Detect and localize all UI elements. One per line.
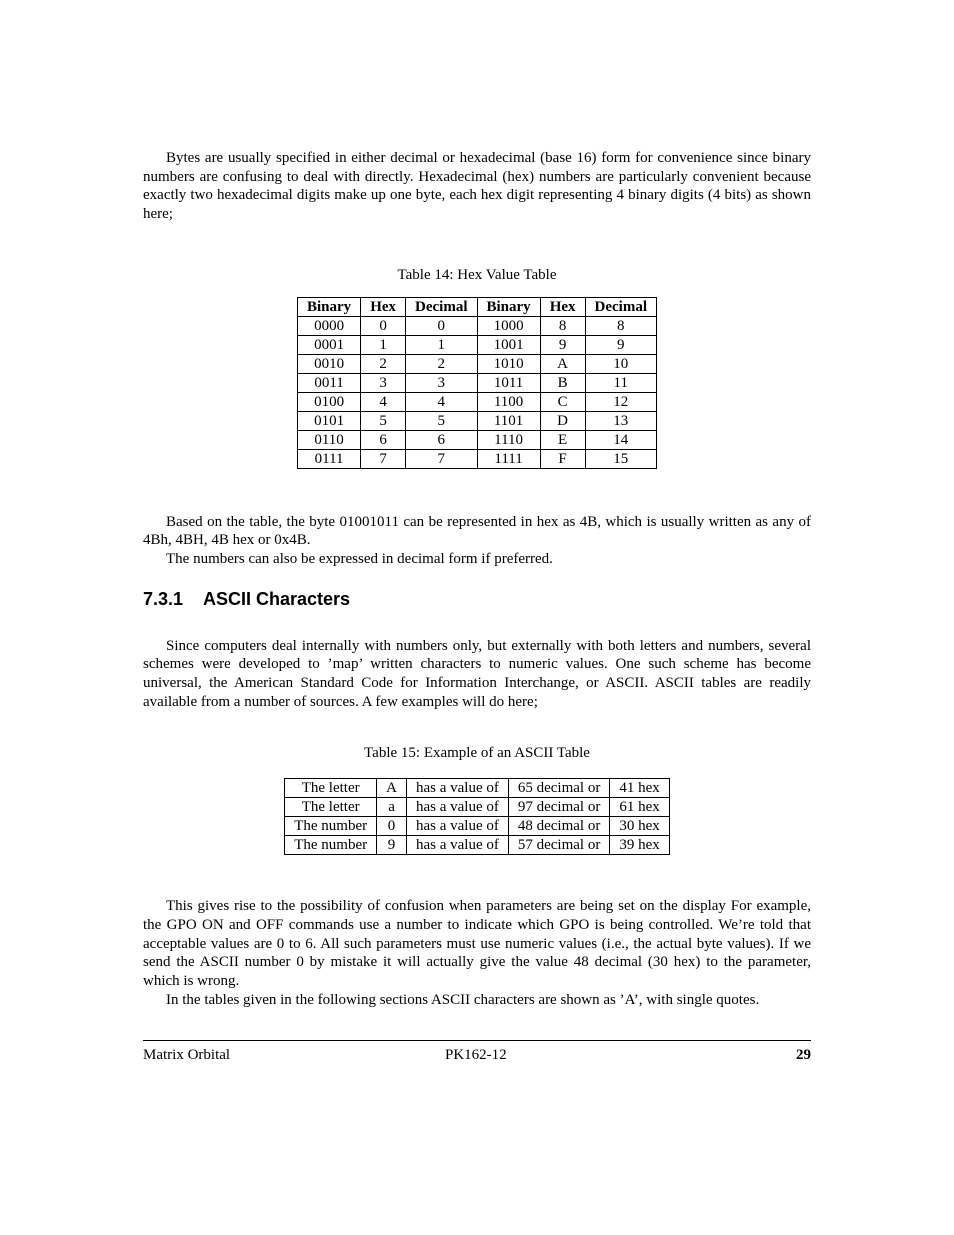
section-title: ASCII Characters xyxy=(203,588,351,609)
table-header-cell: Decimal xyxy=(585,297,656,316)
confusion-paragraph: This gives rise to the possibility of confusion when parameters are being set on the display For example, the GPO ON and OFF commands use a number to indicate which GPO is being controlled. We’re told that acceptable values are 0 to 6. All such parameters must use numeric values (i.e., the actual byte values). If we send the ASCII number 0 by mistake it will actually give the value 48 decimal (30 hex) to the parameter, which is wrong. xyxy=(143,898,811,989)
table-header-cell: Hex xyxy=(540,297,585,316)
table-cell: 3 xyxy=(406,373,477,392)
table-cell: The letter xyxy=(285,779,377,798)
quotes-paragraph: In the tables given in the following sections ASCII characters are shown as ’A’, with single quotes. xyxy=(166,991,760,1008)
table-row xyxy=(298,411,657,430)
table-cell: 1000 xyxy=(477,316,540,335)
table-cell: 1011 xyxy=(477,373,540,392)
table-cell: 1100 xyxy=(477,392,540,411)
page-content xyxy=(143,149,811,1009)
table-cell: 13 xyxy=(585,411,656,430)
table-cell: 12 xyxy=(585,392,656,411)
table-cell: 8 xyxy=(540,316,585,335)
table-cell: The number xyxy=(285,817,377,836)
table-row xyxy=(298,316,657,335)
table-cell: 0000 xyxy=(298,316,361,335)
table-cell: 6 xyxy=(361,430,406,449)
section-heading xyxy=(143,588,811,610)
table-cell: D xyxy=(540,411,585,430)
table-cell: 9 xyxy=(540,335,585,354)
table-14-caption: Table 14: Hex Value Table xyxy=(397,266,557,283)
table-header-cell: Binary xyxy=(298,297,361,316)
intro-paragraph: Bytes are usually specified in either decimal or hexadecimal (base 16) form for convenience since binary numbers are confusing to deal with directly. Hexadecimal (hex) numbers are particularly convenient because exactly two hexadecimal digits make up one byte, each hex digit representing 4 binary digits (4 bits) as shown here; xyxy=(143,150,811,223)
table-row xyxy=(298,430,657,449)
table-cell: 0111 xyxy=(298,449,361,468)
based-on-table-paragraph: Based on the table, the byte 01001011 can be represented in hex as 4B, which is usually written as any of 4Bh, 4BH, 4B hex or 0x4B. xyxy=(143,513,811,549)
table-header-cell: Hex xyxy=(361,297,406,316)
table-cell: 0001 xyxy=(298,335,361,354)
table-cell: 0100 xyxy=(298,392,361,411)
table-cell: 0 xyxy=(406,316,477,335)
table-cell: 5 xyxy=(361,411,406,430)
table-cell: 1 xyxy=(361,335,406,354)
table-cell: has a value of xyxy=(406,817,508,836)
table-header-cell: Binary xyxy=(477,297,540,316)
table-cell: 7 xyxy=(406,449,477,468)
table-cell: 30 hex xyxy=(610,817,669,836)
table-cell: 6 xyxy=(406,430,477,449)
footer-product: PK162-12 xyxy=(445,1047,507,1063)
table-row xyxy=(285,836,670,855)
table-cell: 1001 xyxy=(477,335,540,354)
table-cell: 61 hex xyxy=(610,798,669,817)
table-row xyxy=(298,373,657,392)
table-cell: 0 xyxy=(361,316,406,335)
table-cell: 0110 xyxy=(298,430,361,449)
table-cell: 15 xyxy=(585,449,656,468)
decimal-form-paragraph: The numbers can also be expressed in decimal form if preferred. xyxy=(166,550,553,567)
table-cell: 9 xyxy=(377,836,407,855)
table-cell: 11 xyxy=(585,373,656,392)
table-cell: has a value of xyxy=(406,779,508,798)
table-cell: 1 xyxy=(406,335,477,354)
table-cell: B xyxy=(540,373,585,392)
table-cell: 0101 xyxy=(298,411,361,430)
table-cell: 2 xyxy=(361,354,406,373)
table-cell: 1010 xyxy=(477,354,540,373)
table-cell: 1111 xyxy=(477,449,540,468)
table-cell: 5 xyxy=(406,411,477,430)
footer-company: Matrix Orbital xyxy=(143,1047,231,1063)
hex-value-table xyxy=(297,297,657,469)
table-cell: A xyxy=(540,354,585,373)
section-number: 7.3.1 xyxy=(143,588,184,609)
table-cell: 3 xyxy=(361,373,406,392)
table-cell: 48 decimal or xyxy=(508,817,609,836)
page-number: 29 xyxy=(796,1047,811,1063)
table-cell: 0010 xyxy=(298,354,361,373)
ascii-intro-paragraph: Since computers deal internally with numbers only, but externally with both letters and numbers, several schemes were developed to ’map’ written characters to numeric values. One such scheme has become universal, the American Standard Code for Information Interchange, or ASCII. ASCII tables are readily available from a number of sources. A few examples will do here; xyxy=(143,637,811,710)
table-cell: has a value of xyxy=(406,798,508,817)
table-cell: 0011 xyxy=(298,373,361,392)
table-15-caption: Table 15: Example of an ASCII Table xyxy=(364,745,590,762)
table-cell: A xyxy=(377,779,407,798)
table-cell: 7 xyxy=(361,449,406,468)
table-cell: 97 decimal or xyxy=(508,798,609,817)
table-cell: 9 xyxy=(585,335,656,354)
table-row xyxy=(285,779,670,798)
table-cell: 39 hex xyxy=(610,836,669,855)
table-header-row xyxy=(298,297,657,316)
table-cell: The number xyxy=(285,836,377,855)
table-cell: 1110 xyxy=(477,430,540,449)
table-cell: 2 xyxy=(406,354,477,373)
table-cell: 14 xyxy=(585,430,656,449)
table-cell: The letter xyxy=(285,798,377,817)
table-cell: 65 decimal or xyxy=(508,779,609,798)
table-row xyxy=(285,798,670,817)
table-cell: 4 xyxy=(406,392,477,411)
table-cell: 1101 xyxy=(477,411,540,430)
table-row xyxy=(285,817,670,836)
table-row xyxy=(298,392,657,411)
table-cell: 0 xyxy=(377,817,407,836)
table-cell: 41 hex xyxy=(610,779,669,798)
table-cell: 57 decimal or xyxy=(508,836,609,855)
table-row xyxy=(298,335,657,354)
table-cell: C xyxy=(540,392,585,411)
table-row xyxy=(298,354,657,373)
table-cell: F xyxy=(540,449,585,468)
table-cell: has a value of xyxy=(406,836,508,855)
page-footer xyxy=(143,1040,811,1067)
table-cell: E xyxy=(540,430,585,449)
table-row xyxy=(298,449,657,468)
ascii-example-table xyxy=(284,778,670,855)
table-cell: 4 xyxy=(361,392,406,411)
table-cell: a xyxy=(377,798,407,817)
table-cell: 8 xyxy=(585,316,656,335)
table-header-cell: Decimal xyxy=(406,297,477,316)
table-cell: 10 xyxy=(585,354,656,373)
